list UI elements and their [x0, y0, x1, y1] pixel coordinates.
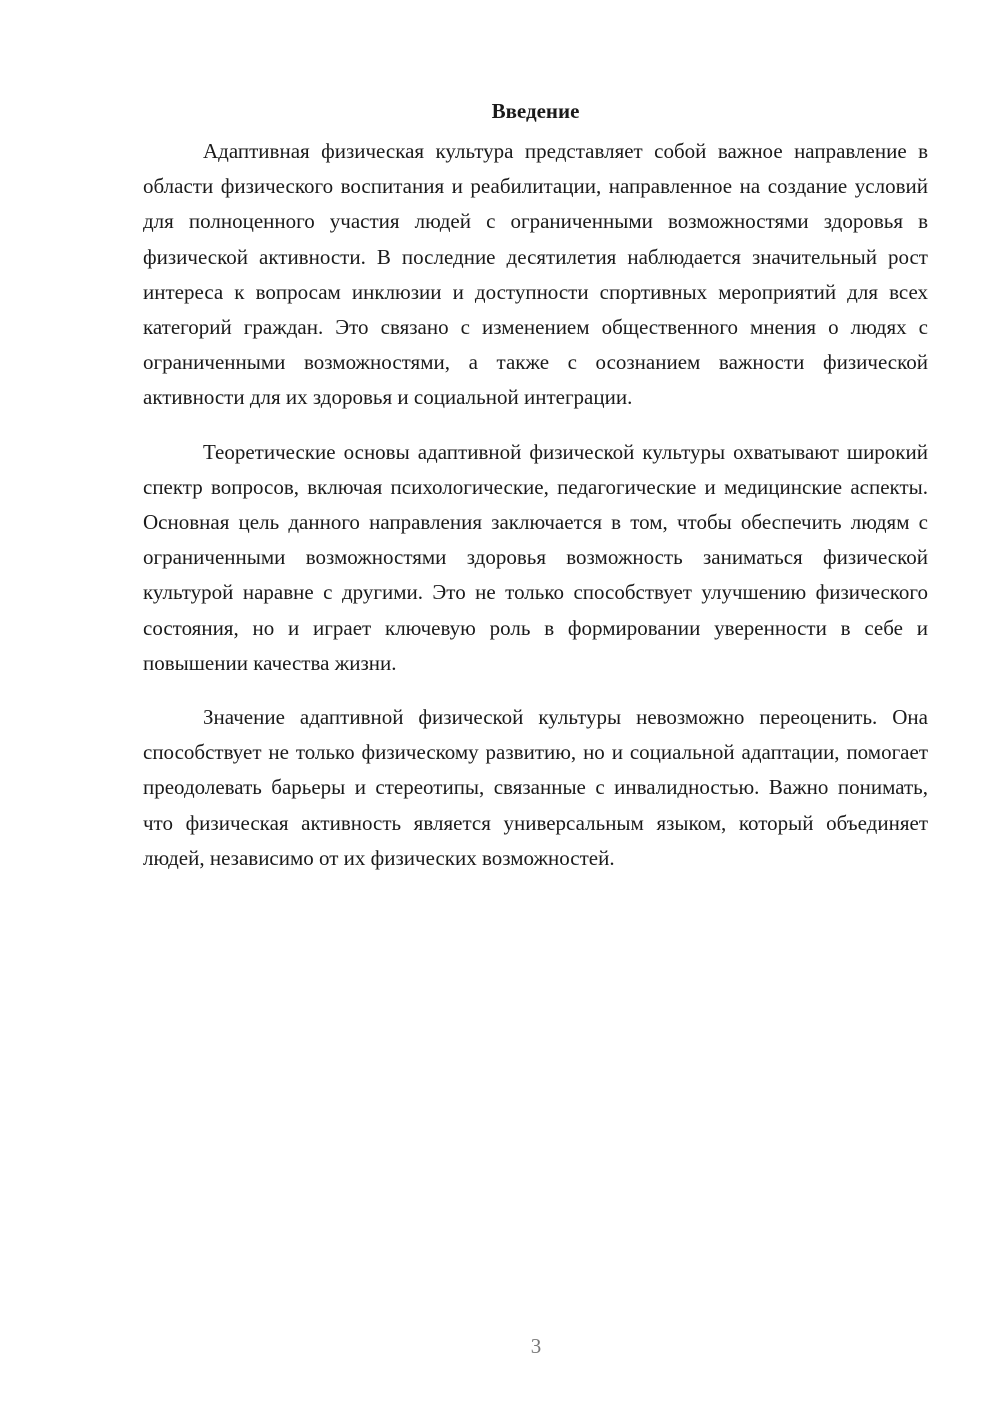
page-content	[143, 94, 928, 876]
paragraph-1: Адаптивная физическая культура представляет собой важное направление в области физического воспитания и реабилитации, направленное на создание условий для полноценного участия людей с ограниченными возможностями здоровья в физической активности. В последние десятилетия наблюдается значительный рост интереса к вопросам инклюзии и доступности спортивных мероприятий для всех категорий граждан. Это связано с изменением общественного мнения о людях с ограниченными возможностями, а также с осознанием важности физической активности для их здоровья и социальной интеграции.	[143, 139, 928, 410]
section-title: Введение	[491, 99, 580, 123]
paragraph-2: Теоретические основы адаптивной физической культуры охватывают широкий спектр вопросов, включая психологические, педагогические и медицинские аспекты. Основная цель данного направления заключается в том, чтобы обеспечить людям с ограниченными возможностями здоровья возможность заниматься физической культурой наравне с другими. Это не только способствует улучшению физического состояния, но и играет ключевую роль в формировании уверенности в себе и повышении качества жизни.	[143, 439, 928, 675]
paragraph-3: Значение адаптивной физической культуры невозможно переоценить. Она способствует не только физическому развитию, но и социальной адаптации, помогает преодолевать барьеры и стереотипы, связанные с инвалидностью. Важно понимать, что физическая активность является универсальным языком, который объединяет людей, независимо от их физических возможностей.	[143, 705, 928, 870]
page-number: 3	[530, 1334, 542, 1358]
